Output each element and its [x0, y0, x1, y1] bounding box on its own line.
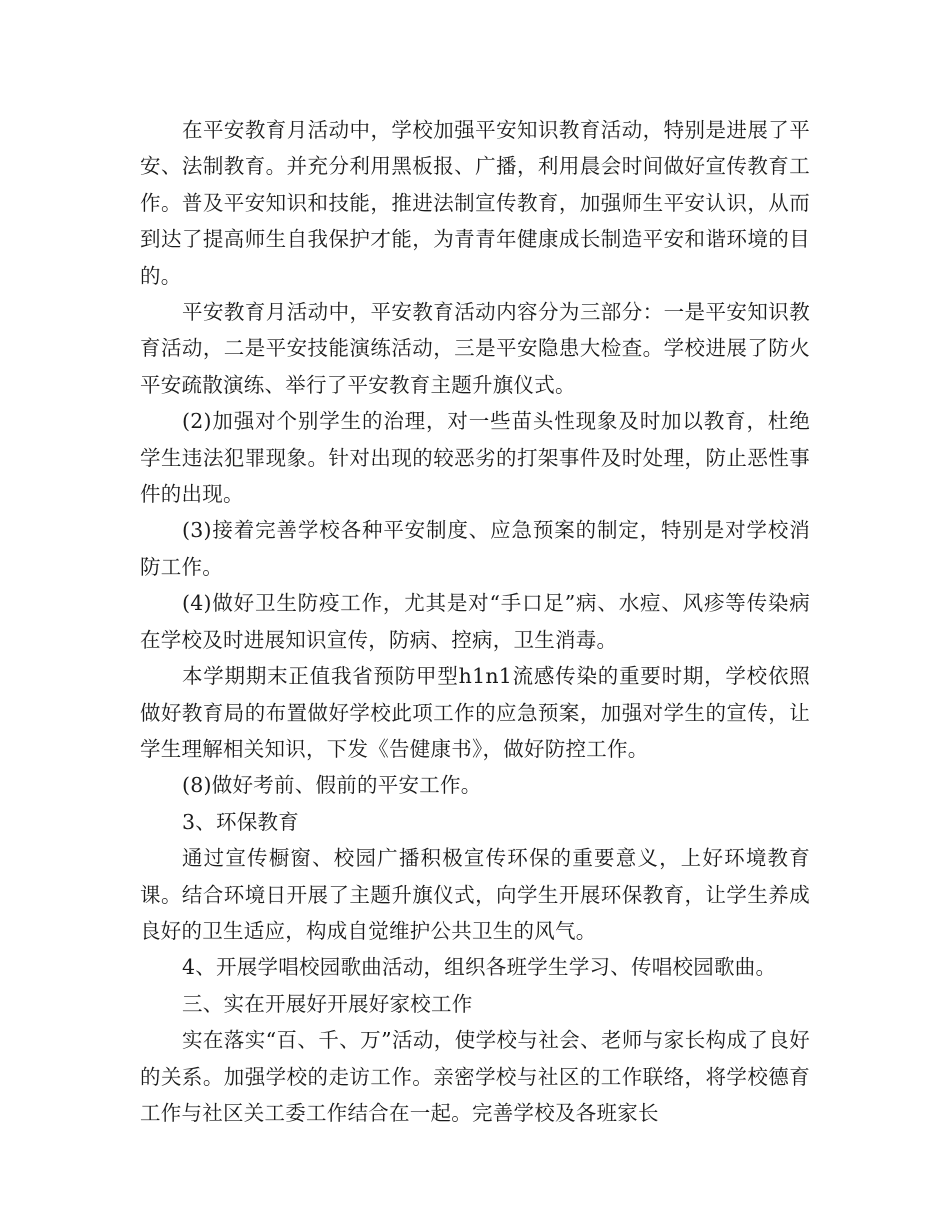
- paragraph-item-4-epidemic-prevention: (4)做好卫生防疫工作，尤其是对“手口足”病、水痘、风疹等传染病在学校及时进展知识宣传，防病、控病，卫生消毒。: [140, 591, 810, 652]
- paragraph-environmental-education: 通过宣传橱窗、校园广播积极宣传环保的重要意义，上好环境教育课。结合环境日开展了主题升旗仪式，向学生开展环保教育，让学生养成良好的卫生适应，构成自觉维护公共卫生的风气。: [140, 846, 810, 943]
- paragraph-campus-songs: 4、开展学唱校园歌曲活动，组织各班学生学习、传唱校园歌曲。: [182, 955, 777, 980]
- paragraph-safety-month-three-parts: 平安教育月活动中，平安教育活动内容分为三部分：一是平安知识教育活动，二是平安技能演练活动，三是平安隐患大检查。学校进展了防火平安疏散演练、举行了平安教育主题升旗仪式。: [140, 300, 810, 397]
- paragraph-item-3-safety-systems: (3)接着完善学校各种平安制度、应急预案的制定，特别是对学校消防工作。: [140, 518, 810, 579]
- paragraph-safety-month-knowledge: 在平安教育月活动中，学校加强平安知识教育活动，特别是进展了平安、法制教育。并充分利用黑板报、广播，利用晨会时间做好宣传教育工作。普及平安知识和技能，推进法制宣传教育，加强师生平安认识，从而到达了提高师生自我保护才能，为青青年健康成长制造平安和谐环境的目的。: [140, 118, 810, 288]
- paragraph-h1n1-prevention: 本学期期末正值我省预防甲型h1n1流感传染的重要时期，学校依照做好教育局的布置做好学校此项工作的应急预案，加强对学生的宣传，让学生理解相关知识，下发《告健康书》，做好防控工作。: [140, 664, 810, 761]
- paragraph-item-8-exam-holiday-safety: (8)做好考前、假前的平安工作。: [182, 773, 482, 798]
- paragraph-item-2-student-management: (2)加强对个别学生的治理，对一些苗头性现象及时加以教育，杜绝学生违法犯罪现象。针对出现的较恶劣的打架事件及时处理，防止恶性事件的出现。: [140, 409, 810, 507]
- heading-environmental-education: 3、环保教育: [182, 809, 300, 834]
- paragraph-home-school-work: 实在落实“百、千、万”活动，使学校与社会、老师与家长构成了良好的关系。加强学校的走访工作。亲密学校与社区的工作联络，将学校德育工作与社区关工委工作结合在一起。完善学校及各班家长: [140, 1028, 810, 1125]
- heading-home-school-work: 三、实在开展好开展好家校工作: [182, 991, 473, 1016]
- document-body: [140, 112, 810, 1131]
